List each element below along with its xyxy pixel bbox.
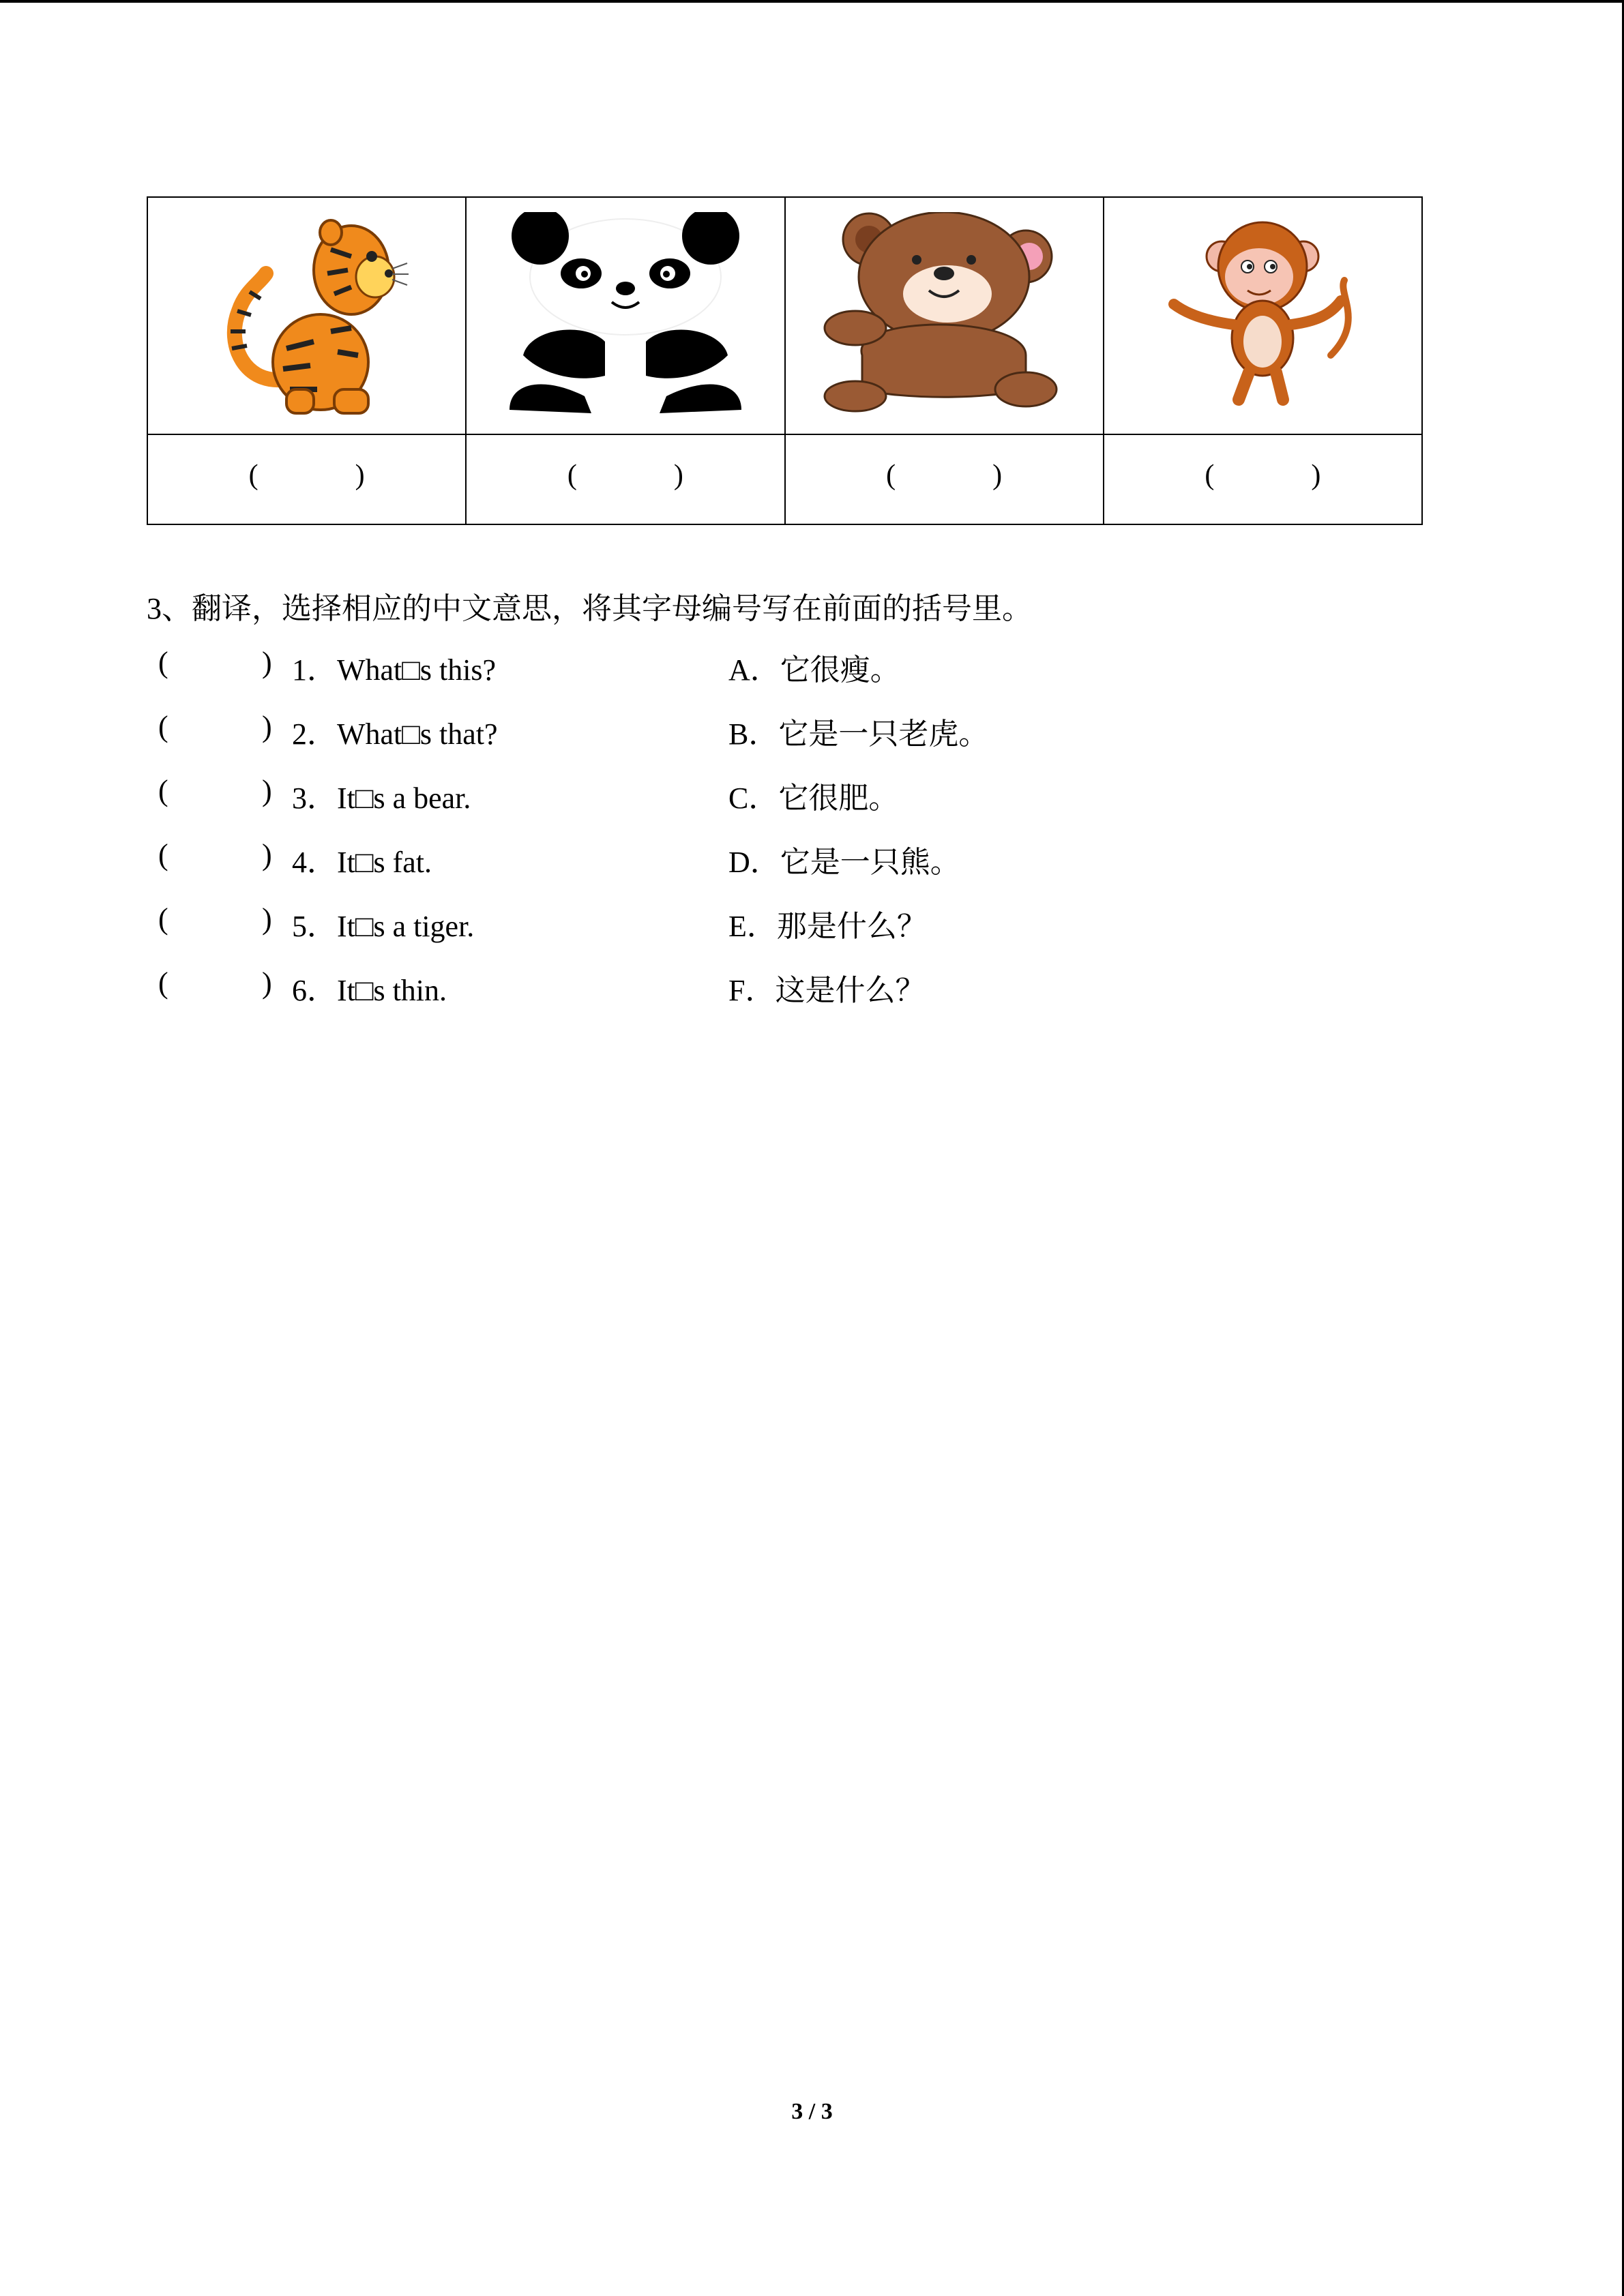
right-paren: ) <box>262 774 272 807</box>
english-sentence: 4．It□s fat. <box>292 846 432 879</box>
top-border <box>0 0 1624 3</box>
right-paren: ) <box>262 710 272 743</box>
right-paren: ) <box>262 966 272 1000</box>
page-number: 3 / 3 <box>791 2099 833 2124</box>
animal-picture-table <box>147 196 1423 525</box>
answer-blank[interactable] <box>249 459 365 493</box>
chinese-option: E．那是什么？ <box>728 910 927 943</box>
answer-blank[interactable] <box>567 459 683 493</box>
left-paren[interactable]: ( <box>158 710 168 743</box>
left-paren: ( <box>886 459 896 491</box>
monkey-cell <box>1104 197 1422 434</box>
question-row <box>158 833 1318 897</box>
question-row <box>158 897 1318 961</box>
translation-question-list <box>158 641 1318 1026</box>
tiger-picture <box>205 209 409 420</box>
right-paren: ) <box>262 902 272 936</box>
chinese-option: B．它是一只老虎。 <box>728 717 989 751</box>
left-paren: ( <box>248 459 259 491</box>
section-3-title: 3、翻译，选择相应的中文意思，将其字母编号写在前面的括号里。 <box>147 592 1032 625</box>
left-paren[interactable]: ( <box>158 838 168 871</box>
panda-cell <box>466 197 784 434</box>
answer-blank[interactable] <box>1205 459 1320 493</box>
picture-row <box>147 197 1422 434</box>
left-paren: ( <box>567 459 577 491</box>
tiger-cell <box>147 197 466 434</box>
answer-blank[interactable] <box>886 459 1002 493</box>
right-paren: ) <box>1311 459 1321 491</box>
answer-cell[interactable] <box>1104 434 1422 524</box>
bear-picture <box>821 212 1067 417</box>
question-row <box>158 641 1318 705</box>
right-paren: ) <box>992 459 1003 491</box>
english-sentence: 2．What□s that? <box>292 717 498 751</box>
question-row <box>158 769 1318 833</box>
chinese-option: D．它是一只熊。 <box>728 846 960 879</box>
answer-row <box>147 434 1422 524</box>
right-paren: ) <box>262 646 272 679</box>
left-paren[interactable]: ( <box>158 902 168 936</box>
question-row <box>158 705 1318 769</box>
right-paren: ) <box>262 838 272 871</box>
english-sentence: 6．It□s thin. <box>292 974 447 1007</box>
english-sentence: 5．It□s a tiger. <box>292 910 475 943</box>
right-paren: ) <box>673 459 683 491</box>
chinese-option: F．这是什么？ <box>728 974 926 1007</box>
left-paren[interactable]: ( <box>158 774 168 807</box>
answer-cell[interactable] <box>147 434 466 524</box>
left-paren[interactable]: ( <box>158 966 168 1000</box>
answer-cell[interactable] <box>466 434 784 524</box>
chinese-option: C．它很肥。 <box>728 781 899 815</box>
right-paren: ) <box>355 459 365 491</box>
left-paren: ( <box>1205 459 1215 491</box>
bear-cell <box>785 197 1104 434</box>
english-sentence: 3．It□s a bear. <box>292 781 471 815</box>
chinese-option: A．它很瘦。 <box>728 653 900 687</box>
left-paren[interactable]: ( <box>158 646 168 679</box>
answer-cell[interactable] <box>785 434 1104 524</box>
question-row <box>158 961 1318 1026</box>
english-sentence: 1．What□s this? <box>292 653 497 687</box>
panda-picture <box>503 212 748 417</box>
monkey-picture <box>1160 219 1365 410</box>
